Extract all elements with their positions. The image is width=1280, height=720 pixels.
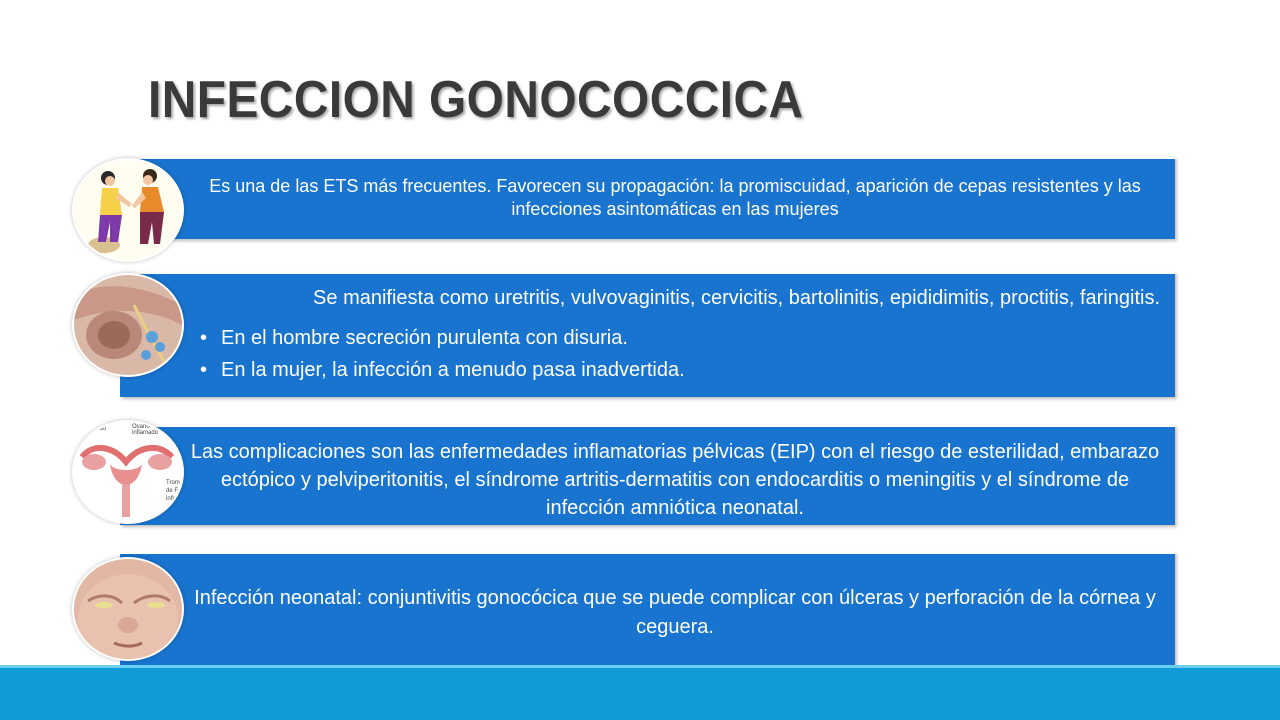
anatomy-icon — [72, 273, 184, 377]
band-2-list — [200, 322, 685, 386]
band-1-text: Es una de las ETS más frecuentes. Favorecen su propagación: la promiscuidad, aparición de cepas resistentes y las infecciones asintomáticas en las mujeres — [209, 176, 1141, 219]
list-item: • En el hombre secreción purulenta con disuria. — [200, 322, 685, 354]
slide-title: INFECCION GONOCOCCICA — [148, 71, 804, 129]
diagram-label: de F — [166, 488, 179, 494]
list-item: • En la mujer, la infección a menudo pasa inadvertida. — [200, 354, 685, 386]
uterus-diagram-icon — [72, 420, 184, 524]
cartoon-people-icon — [72, 158, 184, 262]
diagram-label: Trom — [166, 480, 180, 486]
footer-bar — [0, 665, 1280, 720]
content-band-2 — [120, 272, 1175, 397]
diagram-label: infla — [166, 496, 178, 502]
diagram-label: Ovario — [132, 424, 150, 430]
diagram-label: inflamado — [132, 430, 159, 436]
content-band-3 — [120, 425, 1175, 525]
band-2-lead: Se manifiesta como uretritis, vulvovaginitis, cervicitis, bartolinitis, epididimitis, proctitis, faringitis. — [313, 287, 1160, 309]
band-3-text: Las complicaciones son las enfermedades inflamatorias pélvicas (EIP) con el riesgo de esterilidad, embarazo ectópico y pelviperitonitis, el síndrome artritis-dermatitis con endocarditis o meningitis y el síndrome de infección amniótica neonatal. — [190, 441, 1160, 519]
newborn-face-icon — [72, 557, 184, 661]
band-4-text: Infección neonatal: conjuntivitis gonocócica que se puede complicar con úlceras y perforación de la córnea y ceguera. — [194, 587, 1156, 638]
diagram-label: inflamado — [80, 426, 107, 432]
content-band-4 — [120, 552, 1175, 668]
content-band-1 — [120, 157, 1175, 239]
